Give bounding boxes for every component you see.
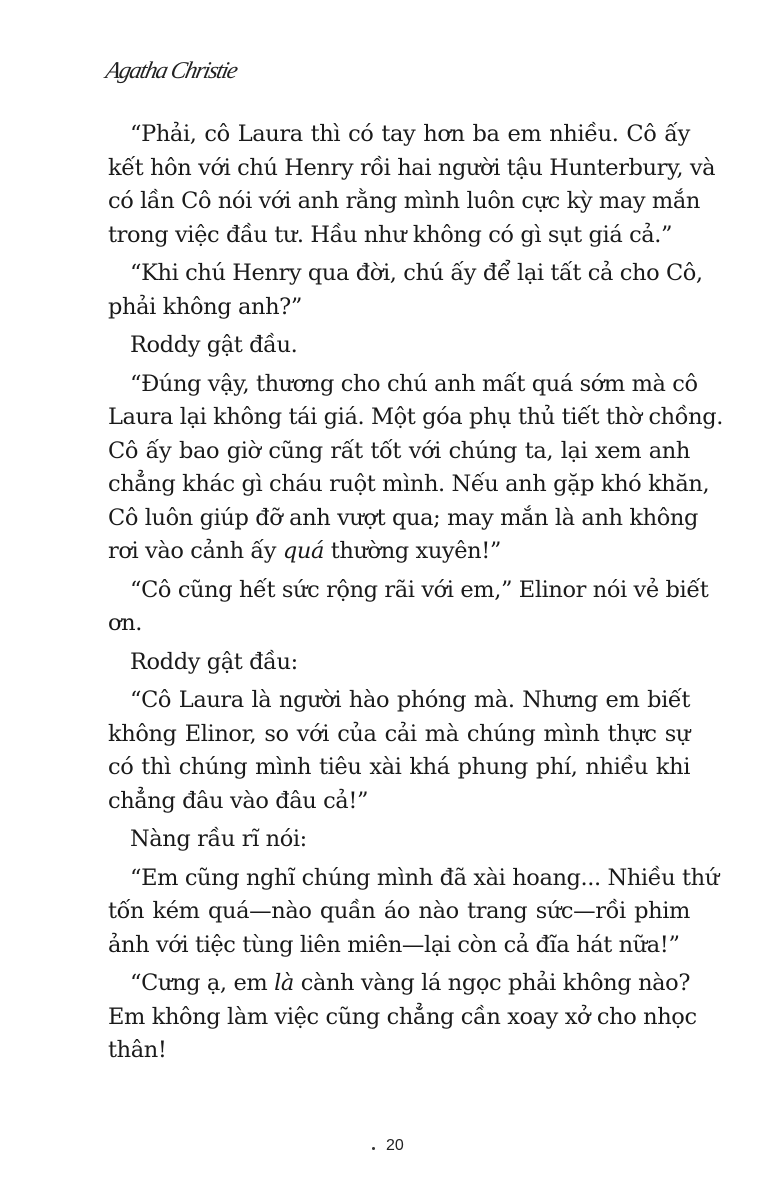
text-segment: Nàng rầu rĩ nói: — [130, 826, 307, 852]
paragraph — [108, 967, 697, 1068]
text-line — [108, 329, 690, 363]
text-line — [108, 185, 700, 219]
text-segment: “Phải, cô Laura thì có tay hơn ba em nhiều. Cô ấy — [130, 121, 690, 147]
text-segment: chẳng đâu vào đâu cả!” — [108, 787, 369, 814]
text-segment: trong việc đầu tư. Hầu như không có gì sụt giá cả.” — [108, 221, 673, 248]
text-line — [108, 967, 690, 1001]
text-segment: ơn. — [108, 610, 142, 636]
paragraph — [108, 862, 719, 963]
text-segment: rơi vào cảnh ấy — [108, 538, 283, 564]
text-segment: tốn kém quá—nào quần áo nào trang sức—rồi phim — [108, 898, 690, 924]
text-line — [108, 718, 690, 752]
text-line — [108, 574, 709, 608]
text-segment: có thì chúng mình tiêu xài khá phung phí, nhiều khi — [108, 754, 690, 780]
text-line — [108, 401, 723, 435]
text-segment: Cô ấy bao giờ cũng rất tốt với chúng ta, lại xem anh — [108, 437, 690, 464]
text-segment: Laura lại không tái giá. Một góa phụ thủ tiết thờ chồng. — [108, 404, 723, 430]
text-segment: “Cô Laura là người hào phóng mà. Nhưng em biết — [130, 687, 690, 713]
text-line — [108, 1001, 697, 1035]
text-segment: ảnh với tiệc tùng liên miên—lại còn cả đĩa hát nữa!” — [108, 931, 680, 958]
text-line — [108, 751, 690, 785]
text-segment: kết hôn với chú Henry rồi hai người tậu Hunterbury, và — [108, 154, 716, 181]
text-line — [108, 646, 690, 680]
text-segment: Em không làm việc cũng chẳng cần xoay xở cho nhọc — [108, 1003, 697, 1030]
author-signature-logo: Agatha Christie — [103, 58, 240, 84]
text-segment: “Cô cũng hết sức rộng rãi với em,” Elinor nói vẻ biết — [130, 576, 709, 603]
paragraph — [108, 118, 716, 252]
text-segment: thân! — [108, 1037, 167, 1063]
paragraph — [108, 646, 690, 680]
paragraph — [108, 329, 690, 363]
text-segment: phải không anh?” — [108, 293, 302, 320]
italic-text: là — [274, 970, 294, 996]
text-line — [108, 929, 690, 963]
text-line — [108, 684, 690, 718]
text-line — [108, 895, 690, 929]
page-number: 20 — [386, 1137, 404, 1154]
text-segment: không Elinor, so với của cải mà chúng mình thực sự — [108, 720, 690, 747]
paragraph — [108, 574, 709, 641]
text-segment: Roddy gật đầu: — [130, 648, 298, 675]
paragraph — [108, 368, 723, 569]
text-line — [108, 535, 690, 569]
page-speck — [372, 1147, 375, 1150]
text-line — [108, 785, 690, 819]
page-body-text — [108, 118, 723, 1068]
text-line — [108, 257, 703, 291]
paragraph — [108, 684, 690, 818]
text-line — [108, 435, 690, 469]
text-segment: “Cưng ạ, em — [130, 970, 275, 996]
text-line — [108, 607, 690, 641]
italic-text: quá — [282, 538, 324, 564]
text-line — [108, 1034, 690, 1068]
text-segment: thường xuyên!” — [323, 538, 501, 564]
text-segment: “Em cũng nghĩ chúng mình đã xài hoang... Nhiều thứ — [130, 864, 719, 891]
text-line — [108, 118, 690, 152]
text-line — [108, 152, 716, 186]
paragraph — [108, 823, 690, 857]
text-segment: có lần Cô nói với anh rằng mình luôn cực kỳ may mắn — [108, 188, 700, 214]
text-line — [108, 468, 710, 502]
text-line — [108, 502, 698, 536]
text-segment: Roddy gật đầu. — [130, 332, 298, 358]
text-segment: “Đúng vậy, thương cho chú anh mất quá sớm mà cô — [130, 370, 698, 397]
text-segment: Cô luôn giúp đỡ anh vượt qua; may mắn là anh không — [108, 504, 698, 531]
text-line — [108, 862, 719, 896]
paragraph — [108, 257, 703, 324]
text-line — [108, 291, 690, 325]
text-segment: “Khi chú Henry qua đời, chú ấy để lại tất cả cho Cô, — [130, 260, 703, 286]
text-segment: cành vàng lá ngọc phải không nào? — [293, 970, 690, 996]
text-segment: chẳng khác gì cháu ruột mình. Nếu anh gặp khó khăn, — [108, 471, 710, 497]
text-line — [108, 219, 690, 253]
text-line — [108, 823, 690, 857]
text-line — [108, 368, 698, 402]
